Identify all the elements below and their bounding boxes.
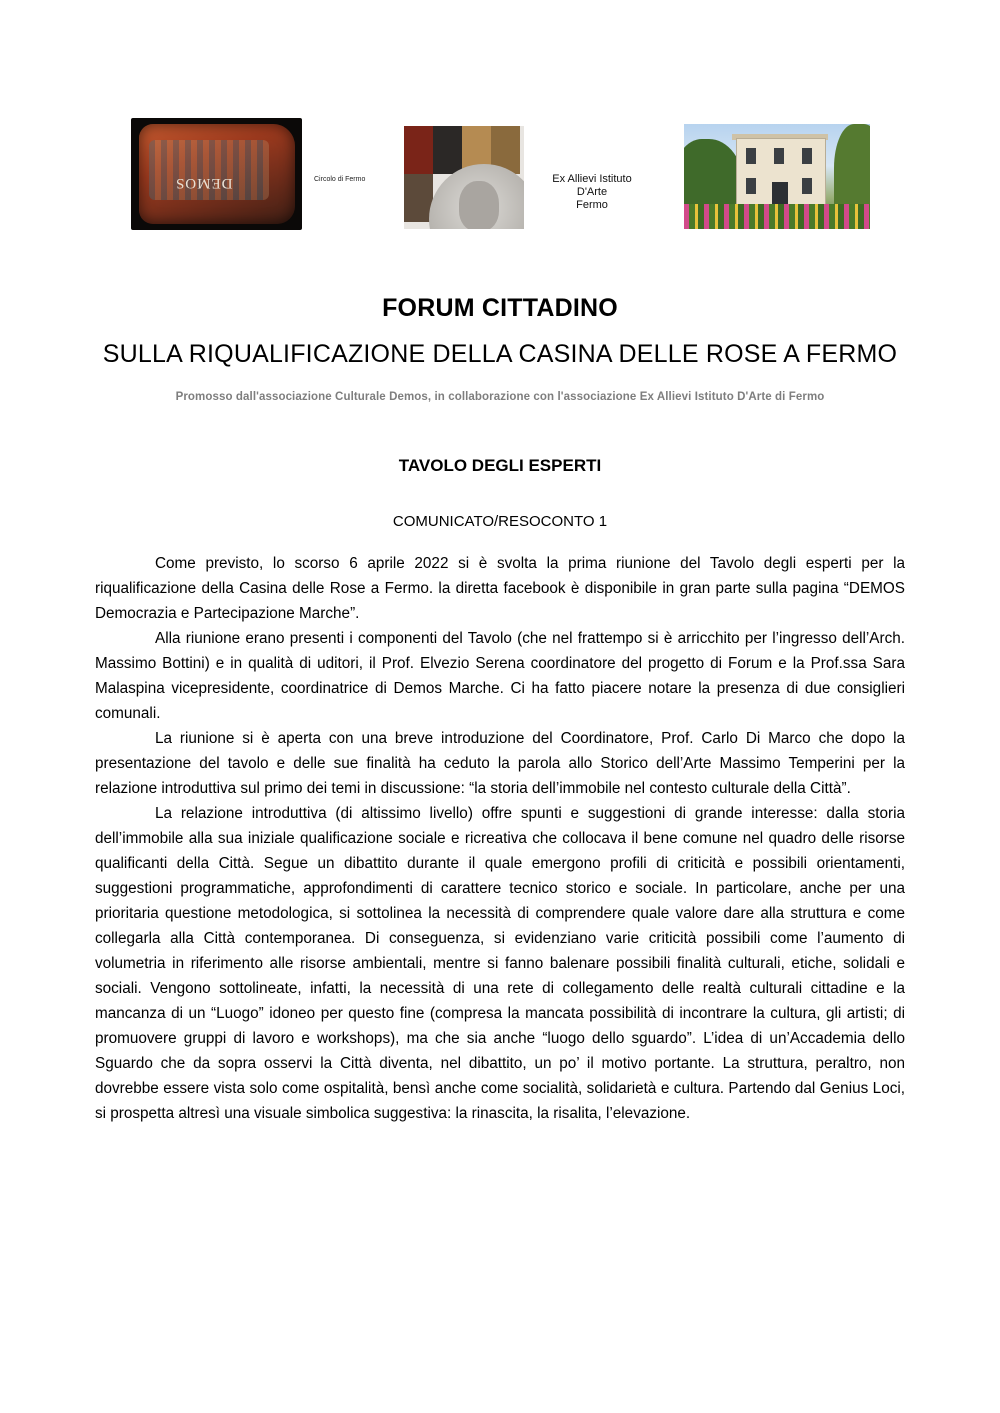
- page-subtitle: SULLA RIQUALIFICAZIONE DELLA CASINA DELLE ROSE A FERMO: [102, 340, 898, 368]
- demos-logo-text: DEMOS: [175, 175, 233, 191]
- paragraph: La riunione si è aperta con una breve introduzione del Coordinatore, Prof. Carlo Di Marco che dopo la presentazione del tavolo e delle sue finalità ha ceduto la parola allo Storico dell’Arte Massimo Temperini per la relazione introduttiva sul primo dei temi in discussione: “la storia dell’immobile nel contesto culturale della Città”.: [95, 730, 905, 797]
- villa-window: [802, 148, 812, 164]
- paragraph: La relazione introduttiva (di altissimo livello) offre spunti e suggestioni di grande interesse: dalla storia dell’immobile alla sua iniziale qualificazione sociale e ricreativa che collocava il bene comune nel quadro delle risorse qualificanti della Città. Segue un dibattito durante il quale emergono profili di criticità e possibili orientamenti, suggestioni programmatiche, approfondimenti di carattere tecnico storico e sociale. In particolare, anche per una prioritaria questione metodologica, si sottolinea la necessità di comprendere quale valore dare alla struttura e come collegarla alla Città contemporanea. Di conseguenza, si evidenziano varie criticità possibili come l’aumento di volumetria in riferimento alle risorse ambientali, mentre si fanno balenare possibili finalità culturali, etiche, solidali e sociali. Vengono sottolineate, infatti, la necessità di una rete di collegamento delle realtà culturali cittadine e la mancanza di un “Luogo” idoneo per questo fine (compresa la mancata possibilità di incontrare la cultura, gli artisti; di promuovere gruppi di lavoro e workshops), ma che sia anche “luogo dello sguardo”. L’idea di un’Accademia dello Sguardo che da sopra osservi la Città diventa, nel dibattito, un po’ il motivo portante. La struttura, peraltro, non dovrebbe essere vista solo come ospitalità, bensì anche come socialità, solidarietà e cultura. Partendo dal Genius Loci, si prospetta altresì una visuale simbolica suggestiva: la rinascita, la risalita, l’elevazione.: [95, 805, 905, 1122]
- paragraph: Alla riunione erano presenti i componenti del Tavolo (che nel frattempo si è arricchito per l’ingresso dell’Arch. Massimo Bottini) e in qualità di uditori, il Prof. Elvezio Serena coordinatore del progetto di Forum e la Prof.ssa Sara Malaspina vicepresidente, coordinatrice di Demos Marche. Ci ha fatto piacere notare la presenza di due consiglieri comunali.: [95, 630, 905, 722]
- logo-tile: [404, 126, 433, 174]
- paragraph: Come previsto, lo scorso 6 aprile 2022 si è svolta la prima riunione del Tavolo degli esperti per la riqualificazione della Casina delle Rose a Fermo. la diretta facebook è disponibile in gran parte sulla pagina “DEMOS Democrazia e Partecipazione Marche”.: [95, 555, 905, 622]
- ex-allievi-line1: Ex Allievi Istituto D'Arte: [552, 173, 632, 198]
- casina-delle-rose-photo: [684, 124, 870, 229]
- logo-tile: [433, 126, 462, 174]
- ex-allievi-text: [542, 173, 642, 212]
- villa-window: [746, 148, 756, 164]
- circolo-label: Circolo di Fermo: [314, 176, 366, 183]
- promoted-by-line: Promosso dall'associazione Culturale Demos, in collaborazione con l'associazione Ex Allievi Istituto D'Arte di Fermo: [175, 391, 825, 403]
- ex-allievi-logo: [404, 126, 524, 229]
- brick-painting: [149, 140, 269, 200]
- flower-garden: [684, 204, 870, 229]
- medal-profile: [459, 181, 499, 229]
- villa-window: [746, 178, 756, 194]
- demos-logo: [131, 118, 302, 230]
- villa-window: [774, 148, 784, 164]
- logo-row: [0, 118, 1000, 233]
- villa-window: [802, 178, 812, 194]
- page-title: FORUM CITTADINO: [382, 294, 618, 322]
- ex-allievi-line2: Fermo: [576, 199, 608, 211]
- comunicato-heading: COMUNICATO/RESOCONTO 1: [392, 513, 608, 530]
- body-text: [95, 551, 905, 1126]
- section-title: TAVOLO DEGLI ESPERTI: [398, 456, 602, 475]
